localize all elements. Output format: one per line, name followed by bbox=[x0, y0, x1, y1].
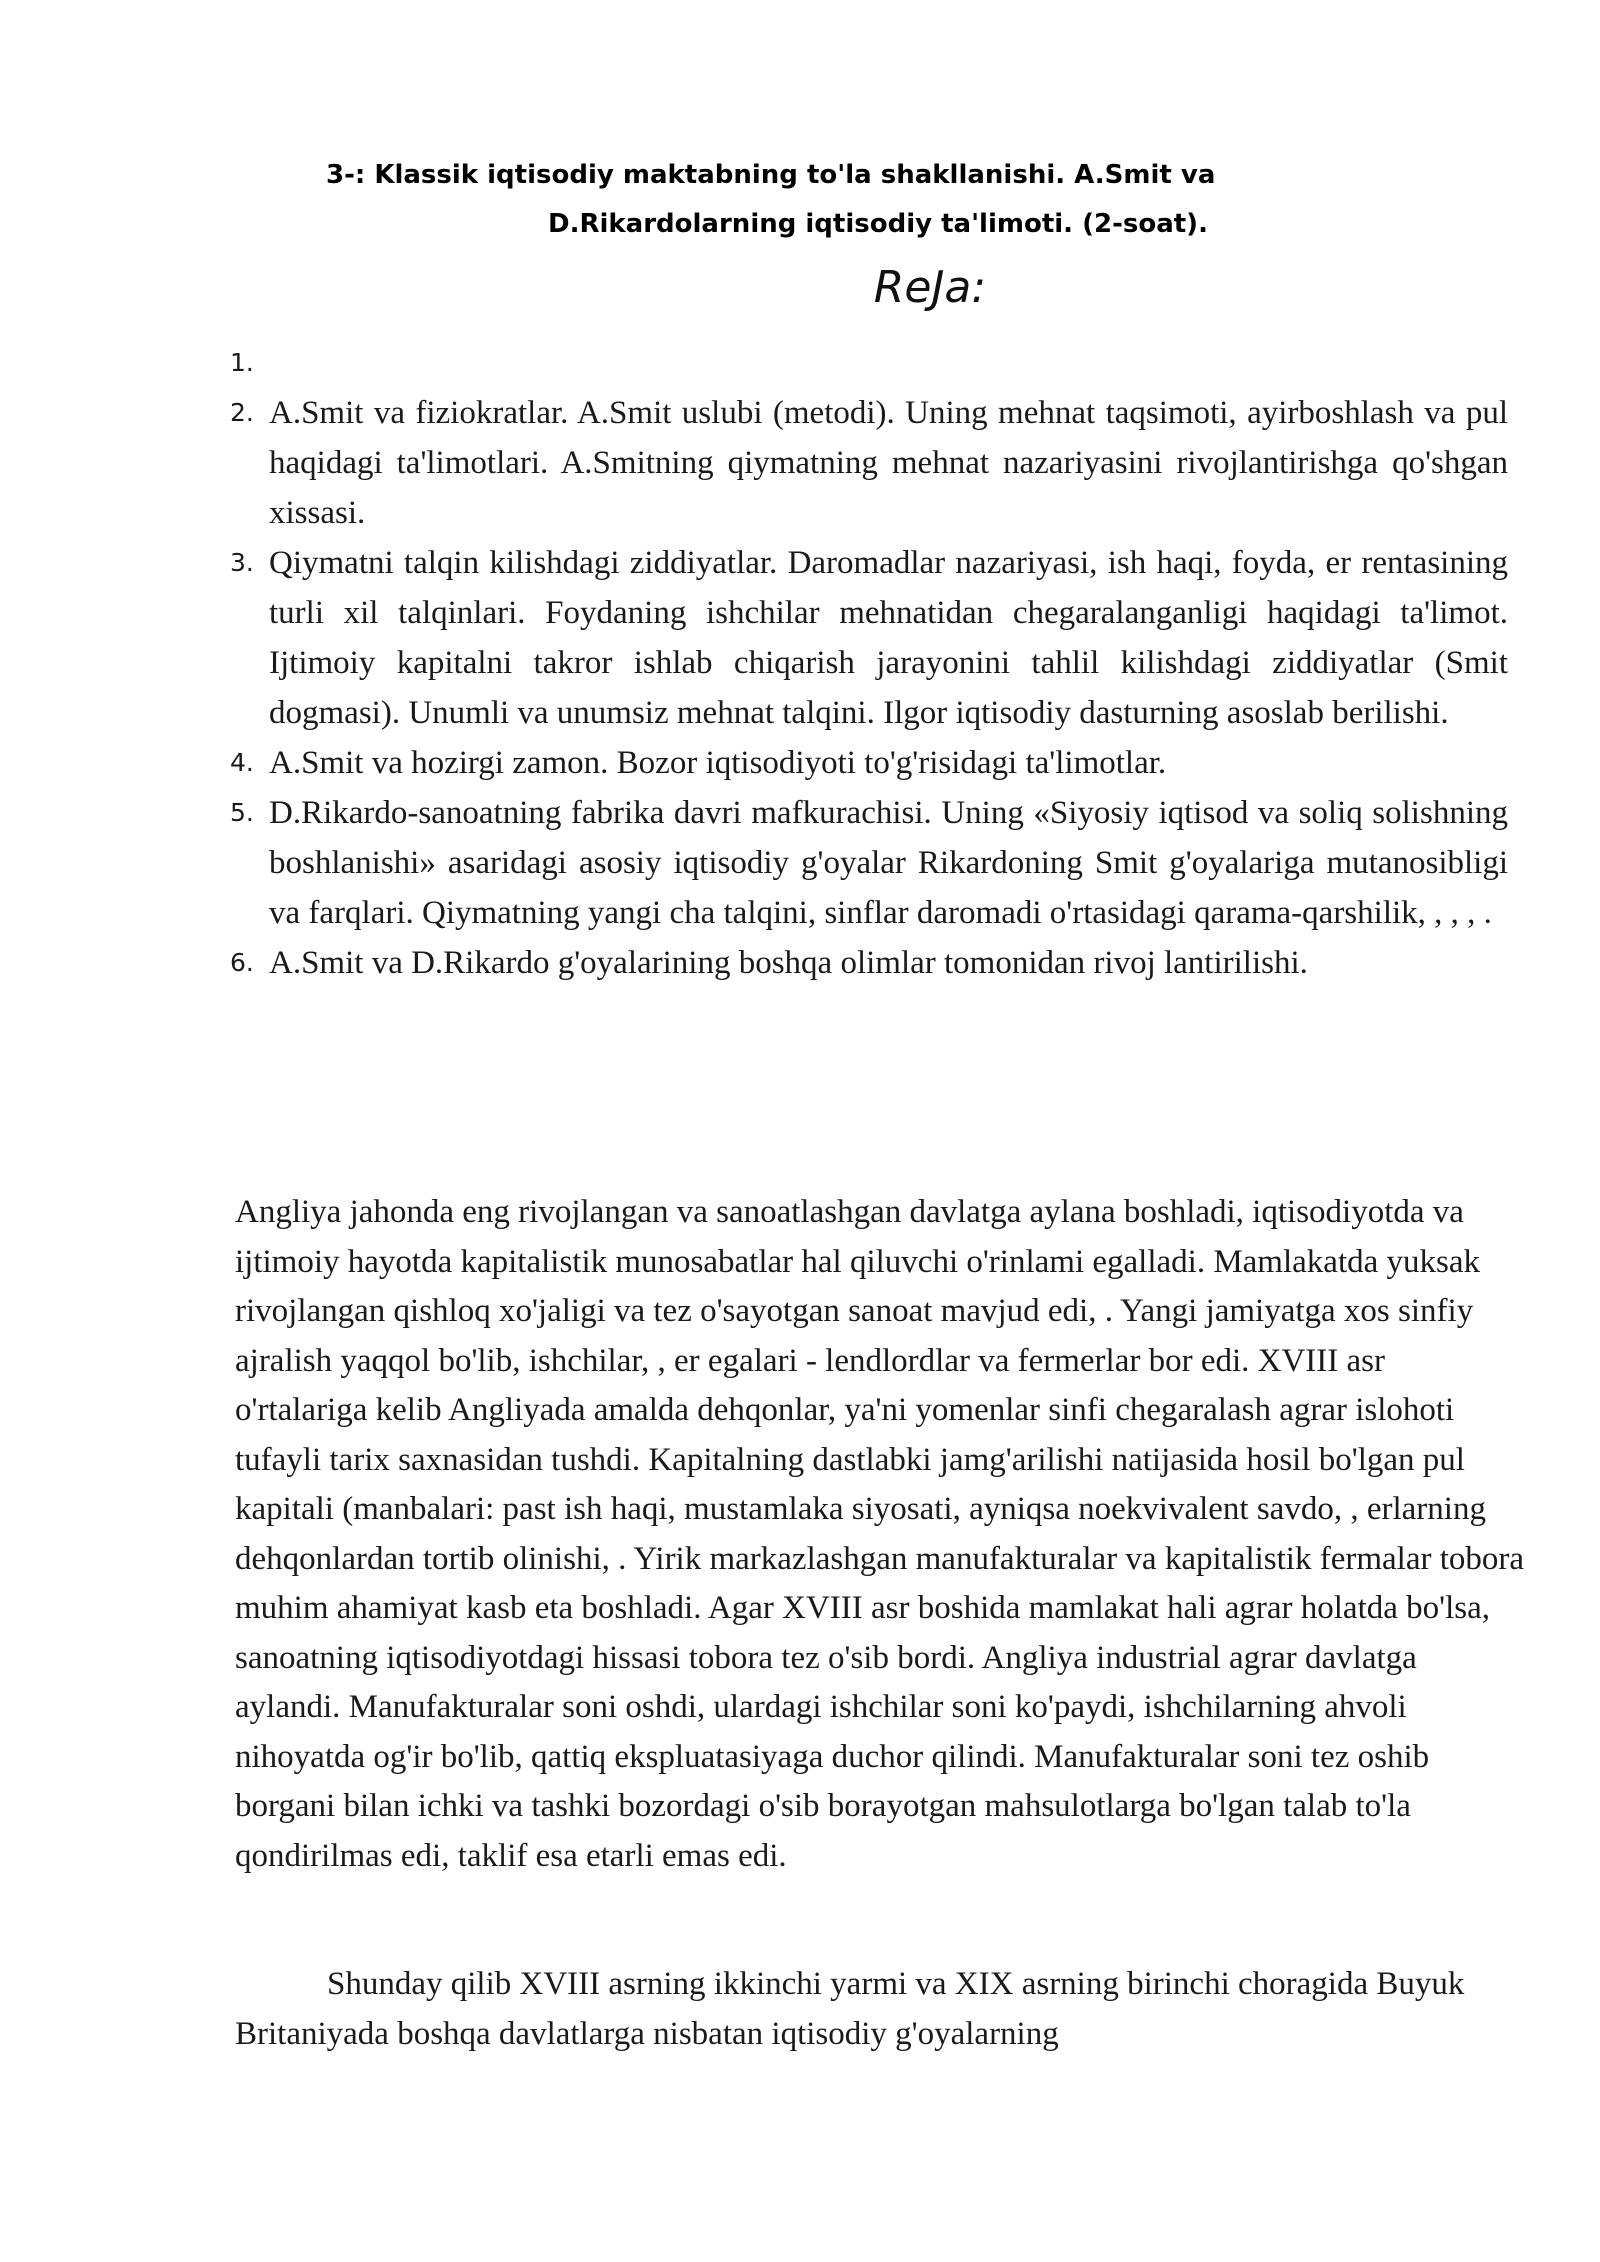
plan-item-text: A.Smit va hozirgi zamon. Bozor iqtisodiyoti to'g'risidagi ta'limotlar. bbox=[269, 745, 1167, 781]
document-title-line-2: D.Rikardolarning iqtisodiy ta'limoti. (2-soat). bbox=[548, 209, 1208, 239]
plan-item-6 bbox=[228, 938, 1508, 988]
plan-item-number: 3. bbox=[230, 548, 254, 577]
plan-item-number: 2. bbox=[230, 398, 254, 427]
plan-item-text: Qiymatni talqin kilishdagi ziddiyatlar. Daromadlar nazariyasi, ish haqi, foyda, er rentasining turli xil talqinlari. Foydaning ishchilar mehnatidan chegaralanganligi haqidagi ta'limot. Ijtimoiy kapitalni takror ishlab chiqarish jarayonini tahlil kilishdagi ziddiyatlar (Smit dogmasi). Unumli va unumsiz mehnat talqini. Ilgor iqtisodiy dasturning asoslab berilishi. bbox=[269, 545, 1508, 731]
plan-heading: ReJa: bbox=[873, 262, 987, 313]
plan-list bbox=[228, 338, 1508, 988]
plan-item-text bbox=[269, 338, 1508, 388]
plan-item-text: D.Rikardo-sanoatning fabrika davri mafkurachisi. Uning «Siyosiy iqtisod va soliq solishning boshlanishi» asaridagi asosiy iqtisodiy g'oyalar Rikardoning Smit g'oyalariga mutanosibligi va farqlari. Qiymatning yangi cha talqini, sinflar daromadi o'rtasidagi qarama-qarshilik, , , , . bbox=[269, 795, 1508, 931]
plan-item-number: 4. bbox=[230, 748, 254, 777]
plan-item-1 bbox=[228, 338, 1508, 388]
body-paragraph-2: Shunday qilib XVIII asrning ikkinchi yarmi va XIX asrning birinchi choragida Buyuk Britaniyada boshqa davlatlarga nisbatan iqtisodiy g'oyalarning bbox=[235, 1966, 1465, 2052]
plan-item-number: 1. bbox=[230, 348, 254, 377]
plan-item-3 bbox=[228, 538, 1508, 738]
plan-item-5 bbox=[228, 788, 1508, 938]
plan-item-number: 6. bbox=[230, 948, 254, 977]
plan-item-number: 5. bbox=[230, 798, 254, 827]
plan-item-text: A.Smit va fiziokratlar. A.Smit uslubi (metodi). Uning mehnat taqsimoti, ayirboshlash va pul haqidagi ta'limotlari. A.Smitning qiymatning mehnat nazariyasini rivojlantirishga qo'shgan xissasi. bbox=[269, 395, 1508, 531]
body-paragraph-1: Angliya jahonda eng rivojlangan va sanoatlashgan davlatga aylana boshladi, iqtisodiyotda va ijtimoiy hayotda kapitalistik munosabatlar hal qiluvchi o'rinlami egalladi. Mamlakatda yuksak rivojlangan qishloq xo'jaligi va tez o'sayotgan sanoat mavjud edi, . Yangi jamiyatga xos sinfiy ajralish yaqqol bo'lib, ishchilar, , er egalari - lendlordlar va fermerlar bor edi. XVIII asr o'rtalariga kelib Angliyada amalda dehqonlar, ya'ni yomenlar sinfi chegaralash agrar islohoti tufayli tarix saxnasidan tushdi. Kapitalning dastlabki jamg'arilishi natijasida hosil bo'lgan pul kapitali (manbalari: past ish haqi, mustamlaka siyosati, ayniqsa noekvivalent savdo, , erlarning dehqonlardan tortib olinishi, . Yirik markazlashgan manufakturalar va kapitalistik fermalar tobora muhim ahamiyat kasb eta boshladi. Agar XVIII asr boshida mamlakat hali agrar holatda bo'lsa, sanoatning iqtisodiyotdagi hissasi tobora tez o'sib bordi. Angliya industrial agrar davlatga aylandi. Manufakturalar soni oshdi, ulardagi ishchilar soni ko'paydi, ishchilarning ahvoli nihoyatda og'ir bo'lib, qattiq ekspluatasiyaga duchor qilindi. Manufakturalar soni tez oshib borgani bilan ichki va tashki bozordagi o'sib borayotgan mahsulotlarga bo'lgan talab to'la qondirilmas edi, taklif esa etarli emas edi. bbox=[235, 1194, 1525, 1874]
plan-item-text: A.Smit va D.Rikardo g'oyalarining boshqa olimlar tomonidan rivoj lantirilishi. bbox=[269, 945, 1308, 981]
plan-item-4 bbox=[228, 738, 1508, 788]
document-title-line-1: 3-: Klassik iqtisodiy maktabning to'la shakllanishi. A.Smit va bbox=[326, 160, 1216, 190]
plan-item-2 bbox=[228, 388, 1508, 538]
